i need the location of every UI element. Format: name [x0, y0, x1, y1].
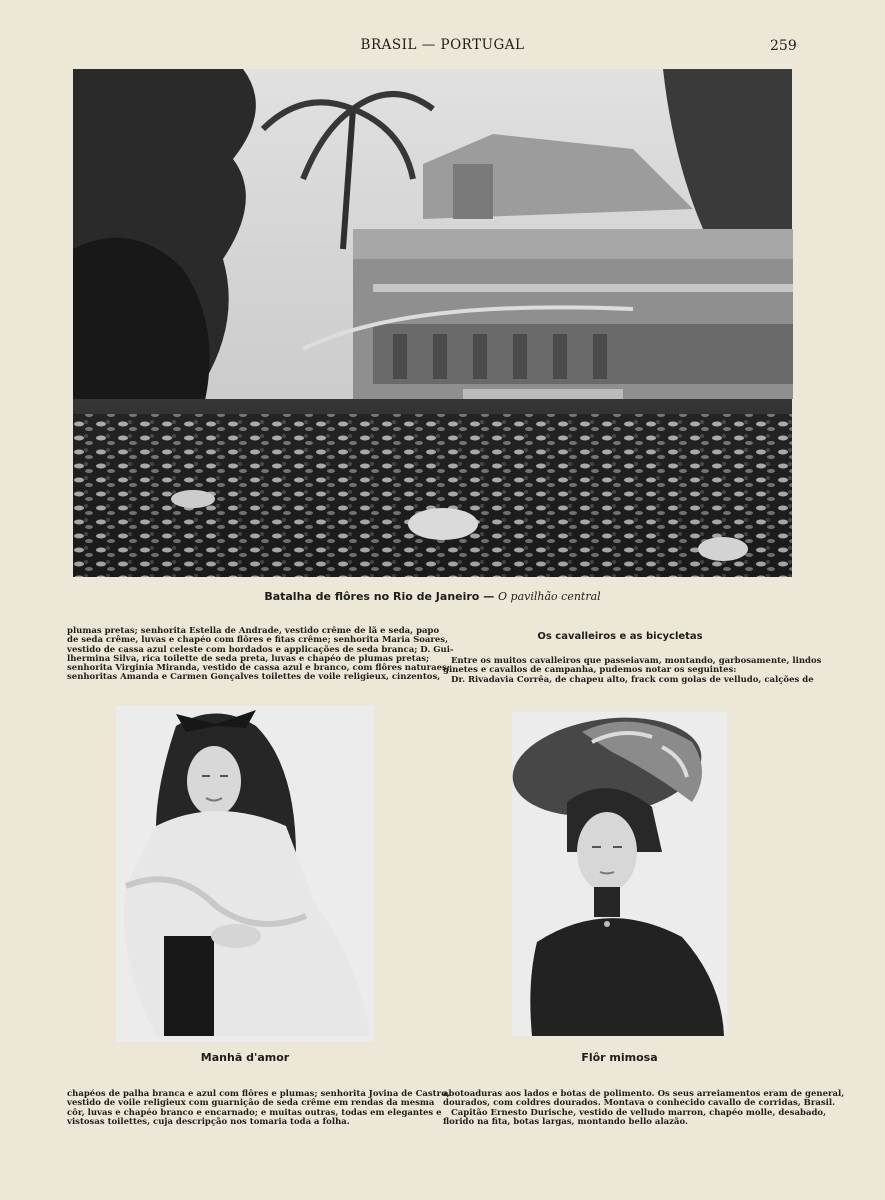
text-line: Capitão Ernesto Durische, vestido de velludo marron, chapéo molle, desabado,	[451, 1107, 827, 1118]
text-line: Entre os muitos cavalleiros que passeiavam, montando, garbosamente, lindos	[451, 656, 822, 666]
text-line: senhorita Virginia Miranda, vestido de cassa azul e branco, com flôres naturaes;	[67, 663, 450, 674]
text-line: abotoaduras aos lados e botas de polimento. Os seus arreiamentos eram de general,	[443, 1089, 845, 1099]
text-line: côr, luvas e chapéo branco e encarnado; e muitas outras, todas em elegantes e	[67, 1107, 442, 1118]
text-line: lhermina Silva, rica toilette de seda preta, luvas e chapéo de plumas pretas;	[67, 653, 430, 664]
caption-main-text: Batalha de flôres no Rio de Janeiro —	[264, 590, 495, 603]
text-column-left-bottom	[67, 1089, 450, 1127]
text-line: vestido de voile religieux com guarnição de seda crême em rendas da mesma	[67, 1098, 435, 1109]
text-line: vestido de cassa azul celeste com bordados e applicações de seda branca; D. Gui-	[67, 644, 454, 655]
text-line: plumas pretas; senhorita Estella de Andrade, vestido crême de lã e seda, papo	[67, 626, 440, 636]
text-line: Dr. Rivadavia Corrêa, de chapeu alto, frack com golas de velludo, calções de	[451, 674, 814, 685]
text-line: vistosas toilettes, cuja descripção nos tomaria toda a folha.	[67, 1116, 350, 1127]
text-line: de seda crême, luvas e chapéo com flôres e fitas crême; senhorita Maria Soares,	[67, 635, 449, 646]
text-column-right-top	[443, 656, 822, 685]
portrait-photo-right	[512, 712, 727, 1036]
main-photo-caption	[73, 590, 792, 603]
page-number: 259	[770, 38, 797, 54]
text-line: florido na fita, botas largas, montando bello alazão.	[443, 1116, 688, 1127]
running-title: BRASIL — PORTUGAL	[360, 37, 525, 53]
portrait-photo-left	[116, 706, 374, 1042]
text-column-right-bottom	[443, 1089, 845, 1127]
caption-italic-text: O pavilhão central	[498, 590, 601, 603]
text-line: chapéos de palha branca e azul com flôres e plumas; senhorita Jovina de Castro,	[67, 1089, 450, 1099]
text-column-left-top	[67, 626, 454, 683]
main-photograph	[73, 69, 792, 577]
text-line: ginetes e cavallos de campanha, pudemos notar os seguintes:	[443, 665, 737, 676]
portrait-caption-left: Manhã d'amor	[200, 1051, 290, 1064]
text-line: senhoritas Amanda e Carmen Gonçalves toilettes de voile religieux, cinzentos,	[67, 672, 441, 683]
section-title: Os cavalleiros e as bicycletas	[537, 631, 703, 642]
text-line: dourados, com coldres dourados. Montava o conhecido cavallo de corridas, Brasil.	[443, 1098, 836, 1109]
portrait-caption-right: Flôr mimosa	[581, 1051, 658, 1064]
